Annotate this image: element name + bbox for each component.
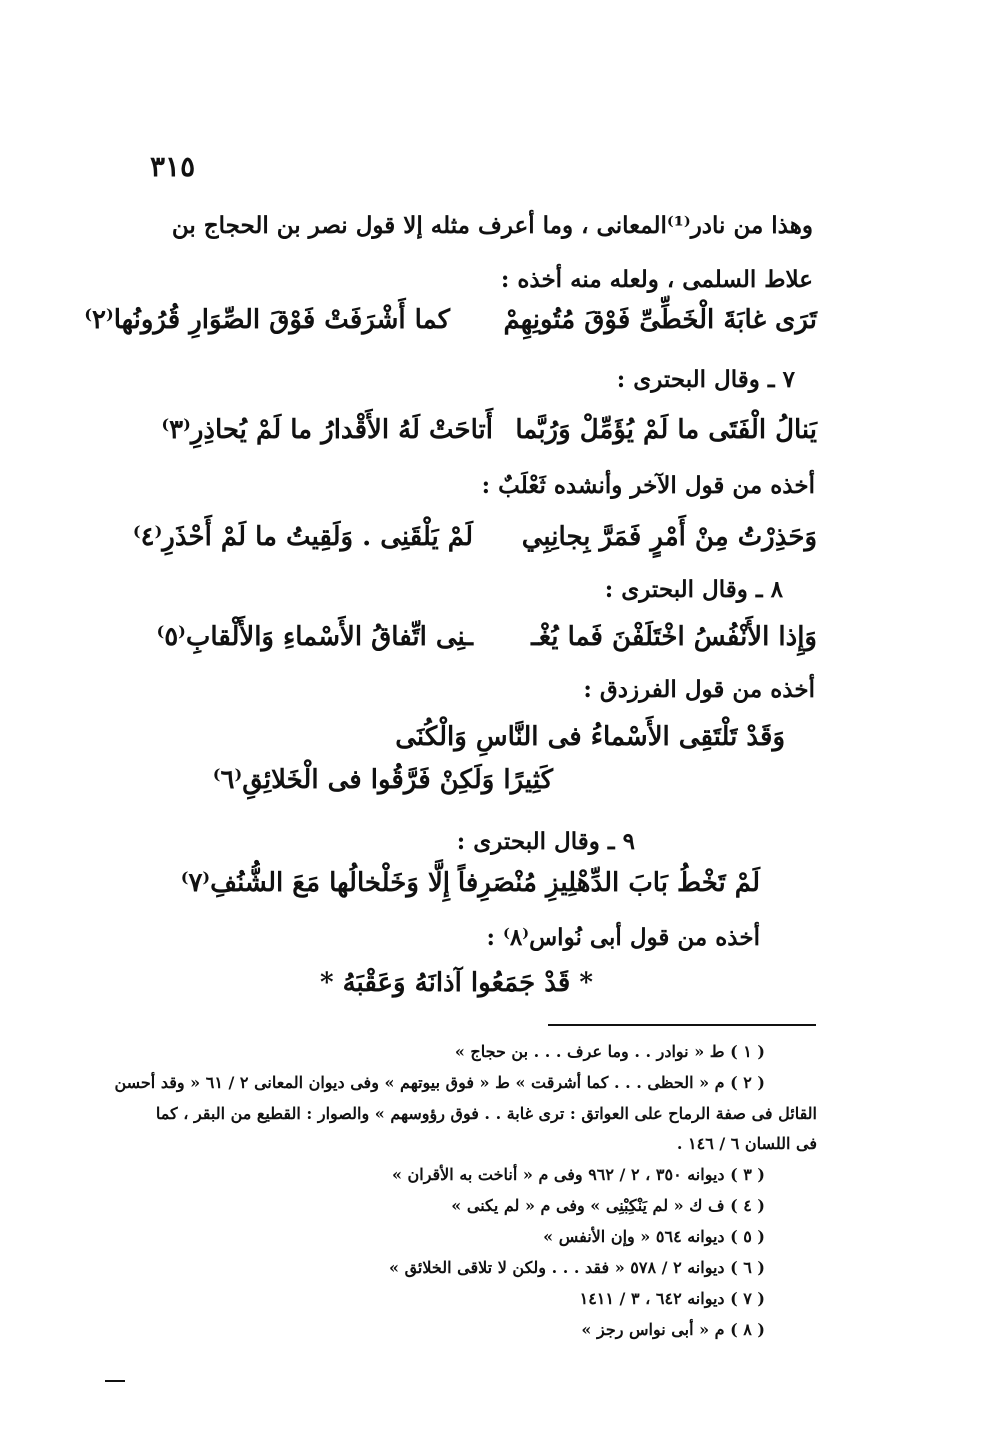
footnote-4: ( ٤ ) ف ك « لم يَنْكِبْنِى » وفى م « لم يكنى »: [451, 1196, 765, 1215]
footnote-separator: [548, 1024, 816, 1026]
footnote-2-continuation: القائل فى صفة الرماح على العواتق : ترى غابة . . فوق رؤوسهم » والصوار : القطيع من البقر ، كما: [155, 1104, 817, 1123]
section-7-verse-second: أَتاحَتْ لَهُ الأَقْدارُ ما لَمْ يُحاذِرِ⁽٣⁾: [161, 415, 493, 445]
footnote-5: ( ٥ ) ديوانه ٥٦٤ « وإن الأنفس »: [543, 1227, 765, 1246]
section-8-heading: ٨ ـ وقال البحترى :: [604, 576, 783, 603]
section-9-heading: ٩ ـ وقال البحترى :: [456, 828, 635, 855]
section-7-source: أخذه من قول الآخر وأنشده ثَعْلَبٌ :: [481, 472, 815, 499]
section-9-verse-second: إِلَّا وَخَلْخالُها مَعَ الشُّنُفِ⁽٧⁾: [180, 868, 450, 898]
page-number: ٣١٥: [150, 150, 196, 183]
footnote-3: ( ٣ ) ديوانه ٣٥٠ ، ٢ / ٩٦٢ وفى م « أناخت به الأقران »: [391, 1165, 765, 1184]
footnote-1: ( ١ ) ط « نوادر . . وما عرف . . . بن حجاج »: [454, 1042, 765, 1061]
section-7-heading: ٧ ـ وقال البحترى :: [616, 366, 795, 393]
section-7-source-verse-second: لَمْ يَلْقَنِى . وَلَقِيتُ ما لَمْ أَحْذَرِ⁽٤⁾: [132, 522, 473, 552]
section-8-source-line-2: كَثِيرًا وَلَكِنْ فَرَّقُوا فى الْخَلائِقِ⁽٦⁾: [212, 765, 553, 795]
footnote-8: ( ٨ ) م « أبى نواس رجز »: [581, 1320, 765, 1339]
footnote-2-continuation-2: فى اللسان ٦ / ١٤٦ .: [676, 1134, 817, 1153]
section-7-verse-first: يَنالُ الْفَتَى ما لَمْ يُؤَمِّلْ وَرُبَّما: [515, 415, 817, 445]
prose-line-1: وهذا من نادر⁽¹⁾المعانى ، وما أعرف مثله إلا قول نصر بن الحجاج بن: [171, 212, 813, 239]
footnote-2: ( ٢ ) م « الحظى . . . كما أشرقت » ط « فوق بيوتهم » وفى ديوان المعانى ٢ / ٦١ « وقد أحسن: [114, 1073, 765, 1092]
footnote-7: ( ٧ ) ديوانه ٦٤٢ ، ٣ / ١٤١١: [579, 1289, 765, 1308]
section-9-verse-first: لَمْ تَخْطُ بَابَ الدِّهْلِيزِ مُنْصَرِفاً: [457, 868, 760, 898]
section-8-source-line-1: وَقَدْ تَلْتَقِى الأَسْماءُ فى النَّاسِ وَالْكُنَى: [395, 722, 785, 752]
section-9-quote: * قَدْ جَمَعُوا آذانَهُ وَعَقْبَهُ *: [319, 968, 593, 998]
footnote-6: ( ٦ ) ديوانه ٢ / ٥٧٨ « فقد . . . ولكن لا تلاقى الخلائق »: [389, 1258, 765, 1277]
verse-1-second-hemistich: كما أَشْرَفَتْ فَوْقَ الصِّوَارِ قُرُونُها⁽٢⁾: [84, 305, 450, 335]
prose-line-2: علاط السلمى ، ولعله منه أخذه :: [500, 266, 813, 293]
margin-mark: [105, 1380, 125, 1382]
section-8-verse-first: وَإِذا الأَنْفُسُ اخْتَلَفْنَ فَما يُغْـ: [531, 622, 817, 652]
section-9-source: أخذه من قول أبى نُواس⁽٨⁾ :: [486, 924, 760, 951]
section-8-verse-second: ـنِى اتِّفاقُ الأَسْماءِ وَالأَلْقابِ⁽٥⁾: [156, 622, 473, 652]
verse-1-first-hemistich: تَرَى غابَةَ الْخَطِّىِّ فَوْقَ مُتُونِهِمْ: [503, 305, 817, 335]
section-8-source: أخذه من قول الفرزدق :: [583, 676, 815, 703]
section-7-source-verse-first: وَحَذِرْتُ مِنْ أَمْرٍ فَمَرَّ بِجانِبِي: [521, 522, 817, 552]
